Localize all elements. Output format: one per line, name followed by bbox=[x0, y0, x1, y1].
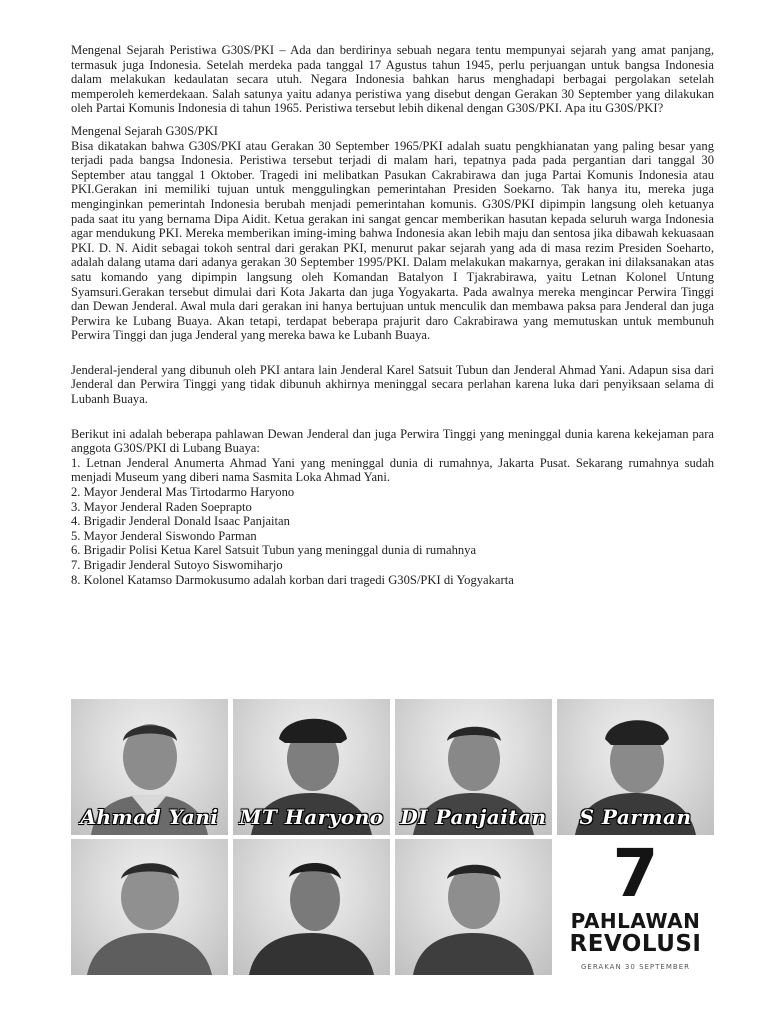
photo-caption: S Parman bbox=[579, 805, 692, 829]
portrait-silhouette bbox=[71, 839, 228, 975]
heroes-list bbox=[71, 456, 714, 587]
portrait-silhouette bbox=[395, 839, 552, 975]
poster-subtitle: GERAKAN 30 SEPTEMBER bbox=[581, 963, 690, 971]
portrait-photo bbox=[233, 839, 390, 975]
list-item: 2. Mayor Jenderal Mas Tirtodarmo Haryono bbox=[71, 485, 295, 500]
intro-paragraph: Mengenal Sejarah Peristiwa G30S/PKI – Ada dan berdirinya sebuah negara tentu mempunyai sejarah yang amat panjang, termasuk juga Indonesia. Setelah merdeka pada tanggal 17 Agustus tahun 1945, perlu perjuangan untuk bangsa Indonesia dalam melakukan kedaulatan secara utuh. Negara Indonesia bahkan harus menghadapi berbagai pergolakan setelah memperoleh kemerdekaan. Salah satunya yaitu adanya peristiwa yang disebut dengan Gerakan 30 September yang dilakukan oleh Partai Komunis Indonesia di tahun 1965. Peristiwa tersebut lebih dikenal dengan G30S/PKI. Apa itu G30S/PKI? bbox=[71, 43, 714, 116]
heroes-photo-collage bbox=[71, 699, 715, 975]
photo-caption: DI Panjaitan bbox=[400, 805, 547, 829]
portrait-photo bbox=[233, 699, 390, 835]
portrait-photo bbox=[71, 699, 228, 835]
list-item: 3. Mayor Jenderal Raden Soeprapto bbox=[71, 499, 252, 514]
portrait-photo bbox=[557, 699, 714, 835]
poster-number: 7 bbox=[612, 839, 659, 912]
list-item: 6. Brigadir Polisi Ketua Karel Satsuit Tubun yang meninggal dunia di rumahnya bbox=[71, 543, 477, 558]
list-item: 8. Kolonel Katamso Darmokusumo adalah korban dari tragedi G30S/PKI di Yogyakarta bbox=[71, 572, 514, 587]
portrait-photo bbox=[395, 839, 552, 975]
portrait-photo bbox=[395, 699, 552, 835]
portrait-photo bbox=[71, 839, 228, 975]
portrait-silhouette bbox=[233, 839, 390, 975]
photo-caption: Ahmad Yani bbox=[80, 805, 219, 829]
poster-title-line1: PAHLAWAN bbox=[570, 909, 701, 933]
photo-caption: MT Haryono bbox=[239, 805, 384, 829]
poster-title-line2: REVOLUSI bbox=[569, 931, 702, 957]
generals-paragraph: Jenderal-jenderal yang dibunuh oleh PKI antara lain Jenderal Karel Satsuit Tubun dan Jenderal Ahmad Yani. Adapun sisa dari Jenderal dan Perwira Tinggi yang tidak dibunuh akhirnya meninggal secara perlahan karena luka dari penyiksaan selama di Lubanh Buaya. bbox=[71, 362, 714, 407]
section-body-paragraph: Bisa dikatakan bahwa G30S/PKI atau Gerakan 30 September 1965/PKI adalah suatu pengkhianatan yang paling besar yang terjadi pada bangsa Indonesia. Peristiwa tersebut terjadi di malam hari, tepatnya pada pada pergantian dari tanggal 30 September atau tanggal 1 Oktober. Tragedi ini melibatkan Pasukan Cakrabirawa dan juga Partai Komunis Indonesia atau PKI.Gerakan ini memiliki tujuan untuk menggulingkan pemerintahan Presiden Soekarno. Tak hanya itu, mereka juga menginginkan pemerintah Indonesia berubah menjadi pemerintahan komunis. G30S/PKI dipimpin langsung oleh ketuanya pada saat itu yang bernama Dipa Aidit. Ketua gerakan ini sangat gencar memberikan hasutan kepada seluruh warga Indonesia agar mendukung PKI. Mereka memberikan iming-iming bahwa Indonesia akan lebih maju dan sentosa jika dibawah kekuasaan PKI. D. N. Aidit sebagai tokoh sentral dari gerakan PKI, menurut pakar sejarah yang ada di masa rezim Presiden Soeharto, adalah dalang utama dari adanya gerakan 30 September 1995/PKI. Dalam melakukan makarnya, gerakan ini dilaksanakan atas satu komando yang dipimpin langsung oleh Komandan Batalyon I Tjakrabirawa, yaitu Letnan Kolonel Untung Syamsuri.Gerakan tersebut dimulai dari Kota Jakarta dan juga Yogyakarta. Pada awalnya mereka mengincar Perwira Tinggi dan Dewan Jenderal. Awal mula dari gerakan ini hanya bertujuan untuk menculik dan membawa paksa para Jenderal dan juga Perwira ke Lubang Buaya. Akan tetapi, terdapat beberapa prajurit daro Cakrabirawa yang memutuskan untuk membunuh Perwira Tinggi dan juga Jenderal yang mereka bawa ke Lubanh Buaya. bbox=[71, 138, 714, 343]
list-item: 1. Letnan Jenderal Anumerta Ahmad Yani yang meninggal dunia di rumahnya, Jakarta Pusat. Sekarang rumahnya sudah menjadi Museum yang diberi nama Sasmita Loka Ahmad Yani. bbox=[71, 455, 714, 485]
list-item: 4. Brigadir Jenderal Donald Isaac Panjaitan bbox=[71, 514, 290, 529]
article-body bbox=[71, 43, 714, 587]
section-heading: Mengenal Sejarah G30S/PKI bbox=[71, 123, 218, 138]
pahlawan-revolusi-poster bbox=[557, 839, 714, 975]
list-intro-paragraph: Berikut ini adalah beberapa pahlawan Dewan Jenderal dan juga Perwira Tinggi yang meninggal dunia karena kekejaman para anggota G30S/PKI di Lubang Buaya: bbox=[71, 426, 714, 456]
list-item: 5. Mayor Jenderal Siswondo Parman bbox=[71, 528, 257, 543]
list-item: 7. Brigadir Jenderal Sutoyo Siswomiharjo bbox=[71, 558, 283, 572]
